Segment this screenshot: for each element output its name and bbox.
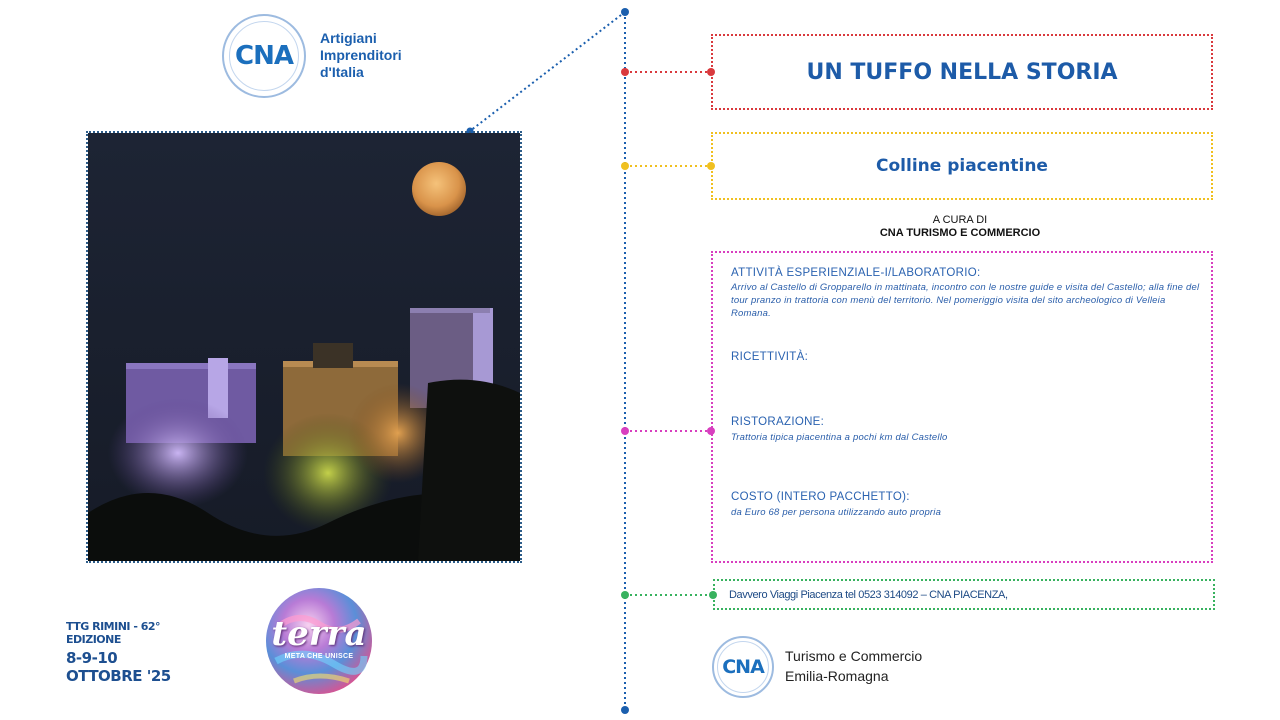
event-line-1: TTG RIMINI - 62° EDIZIONE xyxy=(66,620,161,646)
footer-line-1: Turismo e Commercio xyxy=(785,648,923,664)
logo-line-1: Artigiani xyxy=(320,30,377,46)
contact-text: Davvero Viaggi Piacenza tel 0523 314092 – CNA PIACENZA, xyxy=(729,588,1008,601)
event-line-2: 8-9-10 OTTOBRE '25 xyxy=(66,649,171,685)
activity-title: ATTIVITÀ ESPERIENZIALE-I/LABORATORIO: xyxy=(731,267,981,279)
curated-by xyxy=(760,214,1160,240)
cna-header-logo xyxy=(222,14,422,100)
accommodation-title: RICETTIVITÀ: xyxy=(731,351,809,363)
terra-globe-logo xyxy=(264,586,374,696)
details-box xyxy=(711,251,1213,563)
cost-title: COSTO (INTERO PACCHETTO): xyxy=(731,491,910,503)
curated-org: CNA TURISMO E COMMERCIO xyxy=(879,227,1041,239)
page-subtitle: Colline piacentine xyxy=(876,156,1048,176)
curated-label: A CURA DI xyxy=(932,214,988,226)
castle-night-photo xyxy=(86,131,522,563)
cna-footer-logo xyxy=(712,636,972,702)
activity-body: Arrivo al Castello di Gropparello in mattinata, incontro con le nostre guide e visita del Castello; alla fine del tour pranzo in trattoria con menù del territorio. Nel pomeriggio visita del sito archeologico di Velleia Romana. xyxy=(731,282,1200,319)
logo-line-2: Imprenditori xyxy=(320,47,402,63)
logo-line-3: d'Italia xyxy=(320,64,364,80)
terra-word: terra xyxy=(271,614,367,654)
cost-body: da Euro 68 per persona utilizzando auto propria xyxy=(731,507,942,518)
contact-box xyxy=(713,579,1215,610)
cna-logo-text: CNA xyxy=(235,41,293,71)
food-title: RISTORAZIONE: xyxy=(731,416,825,428)
subtitle-box xyxy=(711,132,1213,200)
event-info xyxy=(66,620,196,685)
title-box xyxy=(711,34,1213,110)
cna-logo-badge xyxy=(222,14,306,98)
food-body: Trattoria tipica piacentina a pochi km dal Castello xyxy=(731,432,948,443)
cna-footer-badge xyxy=(712,636,774,698)
footer-line-2: Emilia-Romagna xyxy=(785,668,889,684)
page-title: UN TUFFO NELLA STORIA xyxy=(806,59,1118,85)
terra-sub: META CHE UNISCE xyxy=(284,653,354,660)
cna-footer-text: CNA xyxy=(722,656,764,678)
